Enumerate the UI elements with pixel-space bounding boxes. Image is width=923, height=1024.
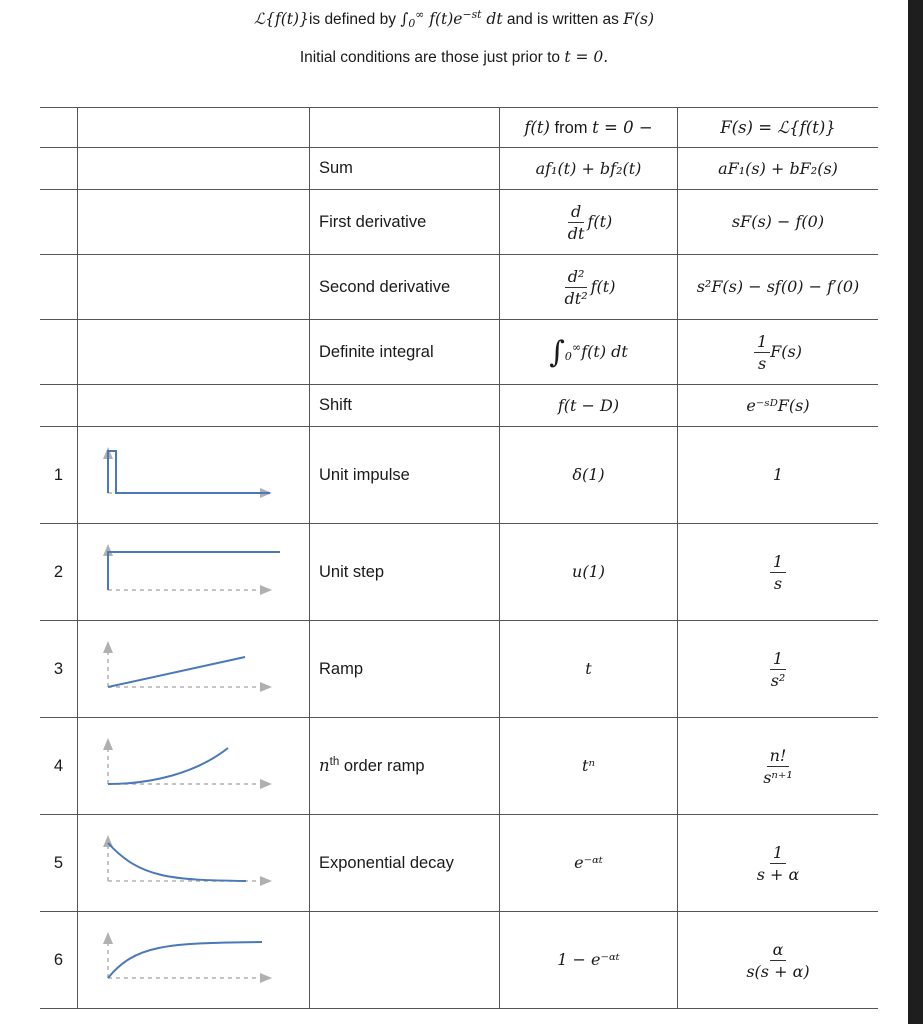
- exponential-rise-plot: [100, 930, 290, 990]
- step-curve: [108, 552, 280, 590]
- step-plot: [100, 542, 290, 602]
- y-arrow: [103, 932, 113, 944]
- x-arrow: [260, 973, 272, 983]
- initial-conditions-line: Initial conditions are those just prior to t = 0.: [299, 48, 609, 66]
- rise-curve: [108, 942, 262, 978]
- x-arrow: [260, 585, 272, 595]
- table-row: Sum af₁(t) + bf₂(t) aF₁(s) + bF₂(s): [40, 148, 878, 190]
- table-row: 2 Unit step u(1) $\frac{1}{s}$: [40, 524, 878, 621]
- x-arrow: [260, 876, 272, 886]
- y-arrow: [103, 835, 113, 847]
- table-header-row: f(t) from t = 0 − F(s) = ℒ{f(t)}: [40, 108, 878, 148]
- definition-line: ℒ{f(t)}is defined by $\int_0^\infty$ $f(t)e^{-st}$ dt and is written as F(s): [253, 8, 655, 30]
- table-row: 3 Ramp t $\frac{1}{\text{s²}}$: [40, 621, 878, 718]
- table-row: 4 $n^{th}$ order ramp tⁿ $\frac{n!}{\text{sⁿ⁺¹}}$: [40, 718, 878, 815]
- nth-order-curve: [108, 748, 228, 784]
- table-row: Second derivative $\frac{\text{d²}}{\text{dt²}}$ f(t) s²F(s) − sf(0) − f′(0): [40, 255, 878, 320]
- table-row: 1 Unit impulse δ(1) 1: [40, 427, 878, 524]
- ramp-curve: [108, 657, 245, 687]
- x-arrow: [260, 779, 272, 789]
- nth-order-ramp-plot: [100, 736, 290, 796]
- y-arrow: [103, 738, 113, 750]
- x-arrow: [260, 682, 272, 692]
- laplace-table: [40, 107, 878, 1009]
- ramp-plot: [100, 639, 290, 699]
- y-arrow: [103, 641, 113, 653]
- table-row: 6 1 − e⁻ᵅᵗ $\frac{\alpha}{s(s + \alpha)}$: [40, 912, 878, 1009]
- table-row: 5 Exponential decay e⁻ᵅᵗ $\frac{1}{s + \alpha}$: [40, 815, 878, 912]
- scrollbar[interactable]: [908, 0, 923, 1024]
- table-row: Shift f(t − D) e⁻ˢᴰF(s): [40, 385, 878, 427]
- table-row: First derivative $\frac{d}{dt}$ f(t) sF(s) − f(0): [40, 190, 878, 255]
- decay-curve: [108, 843, 246, 881]
- impulse-plot: [100, 445, 290, 505]
- impulse-curve: [108, 451, 270, 493]
- exponential-decay-plot: [100, 833, 290, 893]
- table-row: Definite integral $\int_0^\infty f(t)$ dt $\frac{1}{s}$ F(s): [40, 320, 878, 385]
